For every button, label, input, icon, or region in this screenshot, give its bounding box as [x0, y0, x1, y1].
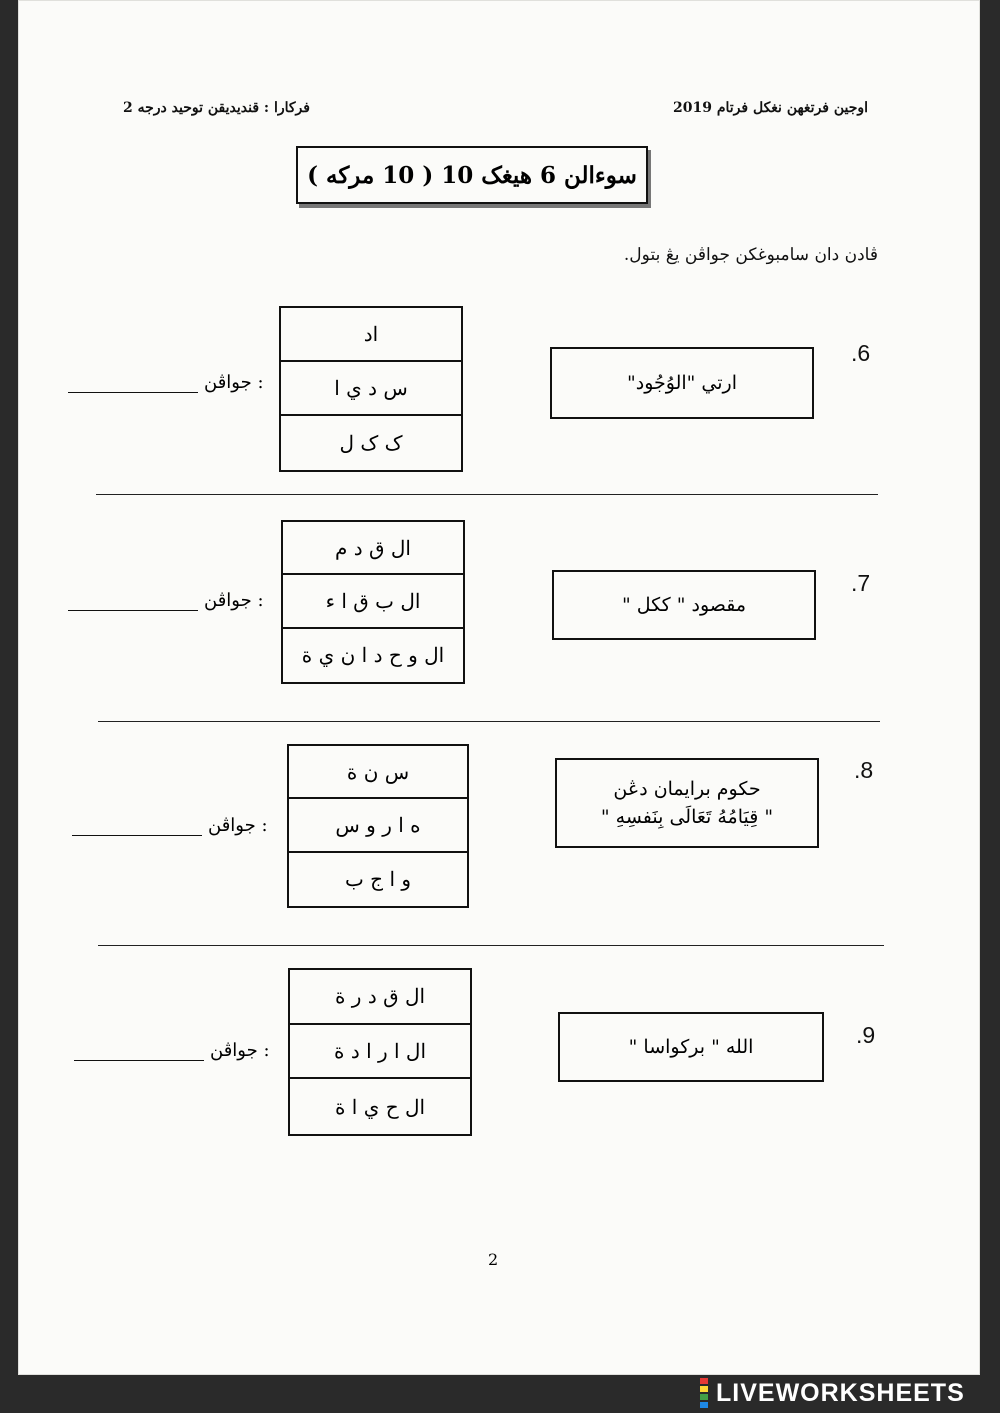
answer-label: جواڤن :: [210, 1040, 270, 1061]
answer-field[interactable]: [72, 815, 268, 836]
option-cell[interactable]: ال ا ر ا د ة: [290, 1025, 470, 1080]
options-box: [287, 744, 469, 908]
answer-line[interactable]: [68, 592, 198, 611]
answer-field[interactable]: [68, 372, 264, 393]
option-cell[interactable]: س د ي ا: [281, 362, 461, 416]
question-prompt: [550, 347, 814, 419]
question-number: .7: [851, 570, 871, 596]
section-title-text: سوءالن 6 هيغک 10 ( 10 مرکه ): [307, 161, 637, 189]
option-cell[interactable]: و ا ج ب: [344, 867, 412, 892]
prompt-text-line2: " قِيَامُهُ تَعَالَى بِنَفسِهِ ": [600, 806, 774, 828]
answer-label: جواڤن :: [208, 815, 268, 836]
options-box: [279, 306, 463, 472]
liveworksheets-logo-icon: [700, 1378, 708, 1408]
question-prompt: [552, 570, 816, 640]
option-cell[interactable]: ک ک ل: [339, 430, 403, 455]
options-box: [288, 968, 472, 1136]
answer-line[interactable]: [72, 817, 202, 836]
section-title: [296, 146, 648, 204]
separator-line: [98, 721, 880, 722]
option-cell[interactable]: ال ق د م: [283, 522, 463, 575]
separator-line: [98, 945, 884, 946]
question-number: .8: [854, 757, 874, 783]
instruction-text: ڤادن دان سامبوغكن جواڤن يڠ بتول.: [623, 245, 878, 265]
worksheet-page: [18, 0, 980, 1375]
option-cell[interactable]: ال ق د ر ة: [290, 970, 470, 1025]
answer-line[interactable]: [74, 1042, 204, 1061]
brand-name: LIVEWORKSHEETS: [716, 1378, 965, 1407]
option-cell[interactable]: س ن ة: [289, 746, 467, 799]
option-cell[interactable]: اد: [281, 308, 461, 362]
header-right: اوجين فرتغهن نغكل فرتام 2019: [673, 100, 869, 116]
answer-line[interactable]: [68, 374, 198, 393]
option-cell[interactable]: ال ح ي ا ة: [334, 1094, 426, 1119]
prompt-text: مقصود " ککل ": [621, 593, 747, 616]
liveworksheets-brand: [700, 1378, 965, 1408]
option-cell[interactable]: ه ا ر و س: [289, 799, 467, 852]
question-prompt: [558, 1012, 824, 1082]
answer-field[interactable]: [68, 590, 264, 611]
prompt-text: الله " برکواسا ": [628, 1035, 754, 1058]
header-left: فركارا : قنديديقن توحيد درجه 2: [123, 100, 310, 116]
question-prompt: [555, 758, 819, 848]
option-cell[interactable]: ال و ح د ا ن ي ة: [301, 643, 445, 668]
option-cell[interactable]: ال ب ق ا ء: [283, 575, 463, 628]
answer-label: جواڤن :: [204, 590, 264, 611]
options-box: [281, 520, 465, 684]
page-number: 2: [488, 1250, 499, 1269]
separator-line: [96, 494, 878, 495]
answer-field[interactable]: [74, 1040, 270, 1061]
question-number: .6: [851, 340, 871, 366]
question-number: .9: [856, 1022, 876, 1048]
prompt-text: ارتي "الوُجُود": [627, 371, 738, 394]
answer-label: جواڤن :: [204, 372, 264, 393]
prompt-text-line1: حکوم برايمان دڠن: [613, 777, 761, 800]
